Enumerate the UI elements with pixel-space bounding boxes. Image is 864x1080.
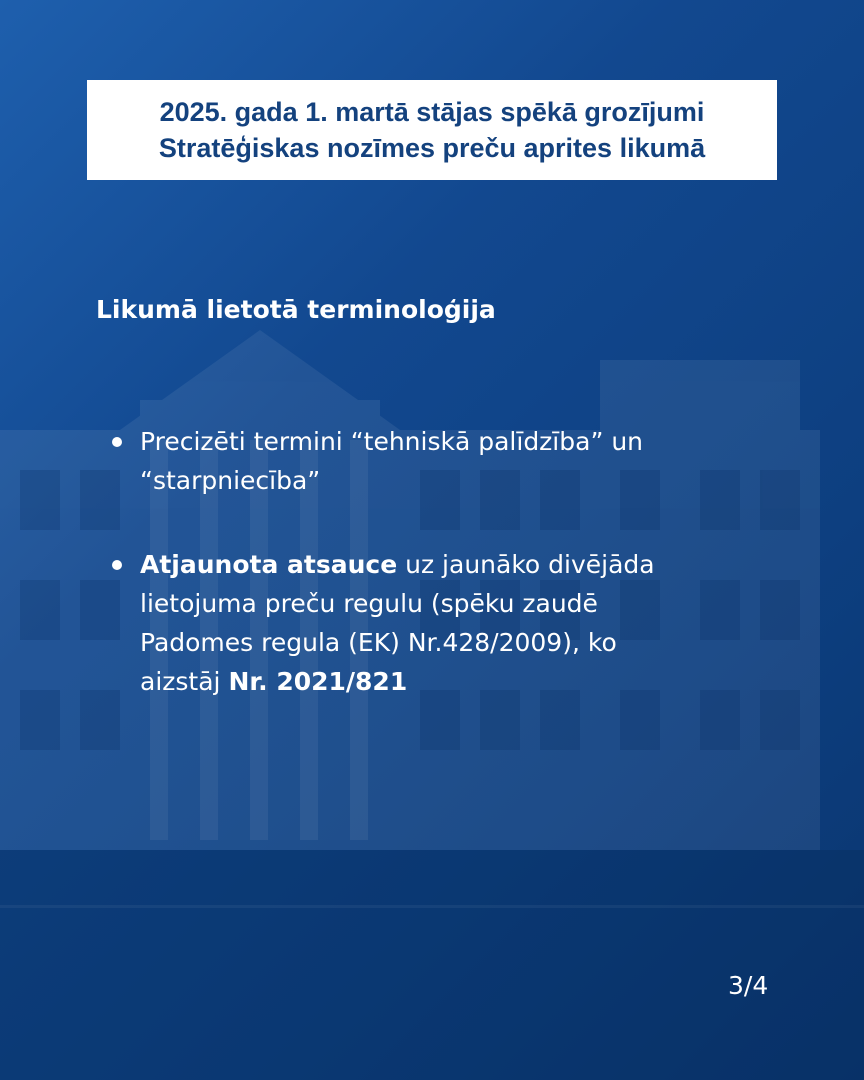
title-banner (87, 80, 777, 180)
bullet-2-line-1-rest: uz jaunāko divējāda (397, 550, 655, 579)
bullet-dot-icon (112, 437, 122, 447)
bullet-dot-icon (112, 560, 122, 570)
section-heading: Likumā lietotā terminoloģija (96, 295, 496, 324)
list-item (112, 545, 752, 701)
bullet-2-line-2: lietojuma preču regulu (spēku zaudē (140, 589, 598, 618)
title-line-2: Stratēģiskas nozīmes preču aprites likumā (158, 133, 706, 163)
title-line-1: 2025. gada 1. martā stājas spēkā grozījumi (159, 97, 705, 127)
bullet-2-line-4-prefix: aizstāj (140, 667, 229, 696)
bullet-2-regulation-number: Nr. 2021/821 (228, 667, 408, 696)
bullet-2-bold-lead: Atjaunota atsauce (140, 550, 398, 579)
page-indicator: 3/4 (728, 971, 769, 1000)
bullet-2-line-3: Padomes regula (EK) Nr.428/2009), ko (140, 628, 617, 657)
bullet-1-line-1: Precizēti termini “tehniskā palīdzība” un (140, 427, 644, 456)
bullet-list (112, 422, 752, 701)
list-item (112, 422, 752, 500)
bullet-1-line-2: “starpniecība” (140, 466, 321, 495)
